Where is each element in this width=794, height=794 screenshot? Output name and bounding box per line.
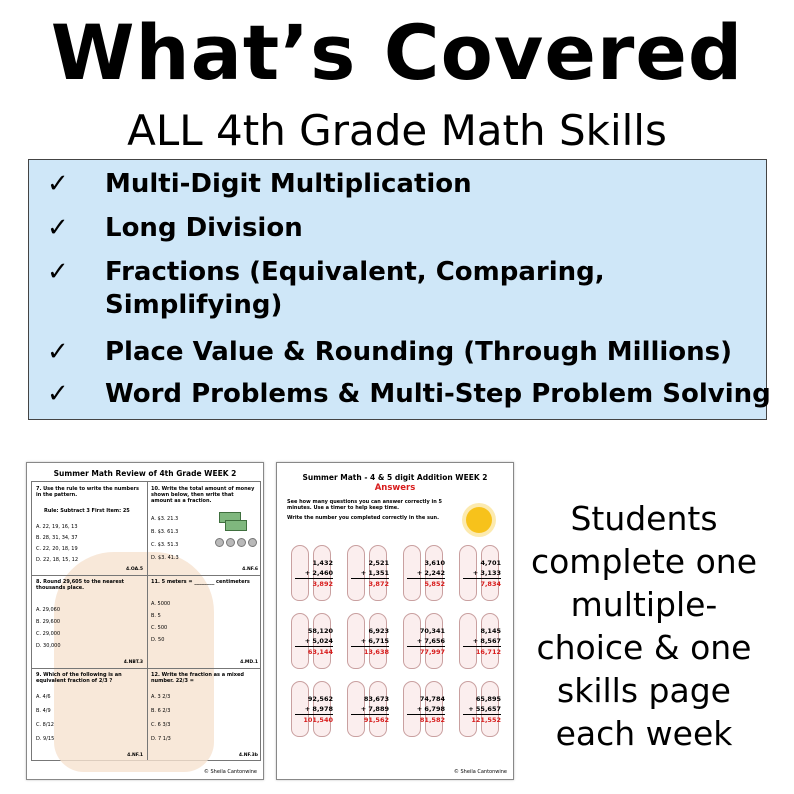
addend: 70,341	[419, 627, 445, 635]
addend: 1,432	[312, 559, 333, 567]
question-12: 12. Write the fraction as a mixed number. 22/3 = A. 3 2/3 B. 6 2/3 C. 6 3/3 D. 7 1/3 4.NF.3b	[151, 672, 258, 758]
page-subtitle: ALL 4th Grade Math Skills	[127, 106, 667, 155]
weekly-note: Students complete one multiple-choice & one skills page each week	[530, 499, 758, 753]
checkmark-icon: ✓	[47, 257, 69, 287]
addend: 6,923	[368, 627, 389, 635]
addend: 3,610	[424, 559, 445, 567]
addend: + 55,657	[468, 705, 501, 713]
copyright-footer: © Sheila Cantonwine	[203, 769, 257, 775]
addend: + 8,567	[472, 637, 501, 645]
addend: + 6,715	[360, 637, 389, 645]
answer: 16,712	[475, 648, 501, 656]
worksheet-title: Summer Math - 4 & 5 digit Addition WEEK 2	[302, 473, 488, 482]
checkmark-icon: ✓	[47, 337, 69, 367]
skill-text: Multi-Digit Multiplication	[105, 169, 472, 199]
skill-text: Place Value & Rounding (Through Millions)	[105, 337, 733, 367]
flip-flop-problem	[345, 613, 389, 669]
coin-icon	[248, 538, 257, 547]
question-8: 8. Round 29,605 to the nearest thousands place. A. 29,060 B. 29,600 C. 29,000 D. 30,000 4.NBT.3	[36, 579, 143, 665]
flip-flop-problem	[401, 681, 445, 737]
flip-flop-problem	[401, 545, 445, 601]
worksheet-title: Summer Math Review of 4th Grade WEEK 2	[53, 469, 237, 478]
answer: 13,638	[363, 648, 389, 656]
addend: + 1,351	[360, 569, 389, 577]
coin-icon	[215, 538, 224, 547]
addend: 58,120	[307, 627, 333, 635]
sun-icon	[466, 507, 492, 533]
addend: 83,673	[363, 695, 389, 703]
flip-flop-problem	[289, 613, 333, 669]
addend: + 3,133	[472, 569, 501, 577]
answers-label: Answers	[374, 483, 416, 493]
coin-icon	[237, 538, 246, 547]
addend: + 8,978	[304, 705, 333, 713]
flip-flop-problem	[457, 613, 501, 669]
checkmark-icon: ✓	[47, 213, 69, 243]
addend: 74,784	[419, 695, 445, 703]
addend: + 2,460	[304, 569, 333, 577]
copyright-footer: © Sheila Cantonwine	[453, 769, 507, 775]
answer: 121,552	[471, 716, 501, 724]
checkmark-icon: ✓	[47, 379, 69, 409]
addend: + 2,242	[416, 569, 445, 577]
addend: 2,521	[368, 559, 389, 567]
addend: + 5,024	[304, 637, 333, 645]
flip-flop-problem	[345, 681, 389, 737]
flip-flop-problem	[345, 545, 389, 601]
skill-text: Fractions (Equivalent, Comparing, Simplifying)	[105, 257, 605, 320]
skills-list-box	[28, 159, 771, 420]
instructions-sun: Write the number you completed correctly in the sun.	[287, 515, 439, 521]
skill-text: Word Problems & Multi-Step Problem Solving	[105, 379, 771, 409]
answer: 63,144	[307, 648, 333, 656]
answer: 77,997	[419, 648, 445, 656]
answer: 81,582	[419, 716, 445, 724]
skill-text: Long Division	[105, 213, 303, 243]
page-title: What’s Covered	[50, 8, 744, 97]
addend: + 7,889	[360, 705, 389, 713]
addend: + 6,798	[416, 705, 445, 713]
question-grid	[31, 481, 261, 761]
instructions: See how many questions you can answer correctly in 5 minutes. Use a timer to help keep time.	[287, 499, 442, 511]
skills-worksheet	[276, 462, 514, 780]
flip-flop-problem	[289, 545, 333, 601]
question-11: 11. 5 meters = ________ centimeters A. 5000 B. 5 C. 500 D. 50 4.MD.1	[151, 579, 258, 665]
question-9: 9. Which of the following is an equivalent fraction of 2/3 ? A. 4/6 B. 4/9 C. 8/12 D. 9/15 4.NF.1	[36, 672, 143, 758]
addend: 92,562	[307, 695, 333, 703]
question-7: 7. Use the rule to write the numbers in the pattern. Rule: Subtract 3 First Item: 25 A. 22, 19, 16, 13 B. 28, 31, 34, 37 C. 22, 20, 18, 19 D. 22, 18, 15, 12 4.OA.5	[36, 486, 143, 572]
flip-flop-problem	[457, 681, 501, 737]
addend: 4,701	[480, 559, 501, 567]
multiple-choice-worksheet	[26, 462, 264, 780]
addend: + 7,656	[416, 637, 445, 645]
answer: 101,540	[303, 716, 333, 724]
answer: 91,562	[363, 716, 389, 724]
checkmark-icon: ✓	[47, 169, 69, 199]
answer: 5,852	[424, 580, 445, 588]
answer: 3,892	[312, 580, 333, 588]
flip-flop-problem	[457, 545, 501, 601]
coin-icon	[226, 538, 235, 547]
flip-flop-problem	[401, 613, 445, 669]
dollar-bill-icon	[225, 520, 247, 531]
addend: 8,145	[480, 627, 501, 635]
answer: 3,872	[368, 580, 389, 588]
flip-flop-problem	[289, 681, 333, 737]
question-10: 10. Write the total amount of money shown below, then write that amount as a fraction. A. $3. 21.3 B. $3. 61.3 C. $3. 51.3 D. $3. 41.3 4.NF.6	[151, 486, 258, 572]
answer: 7,834	[480, 580, 501, 588]
addend: 65,895	[475, 695, 501, 703]
